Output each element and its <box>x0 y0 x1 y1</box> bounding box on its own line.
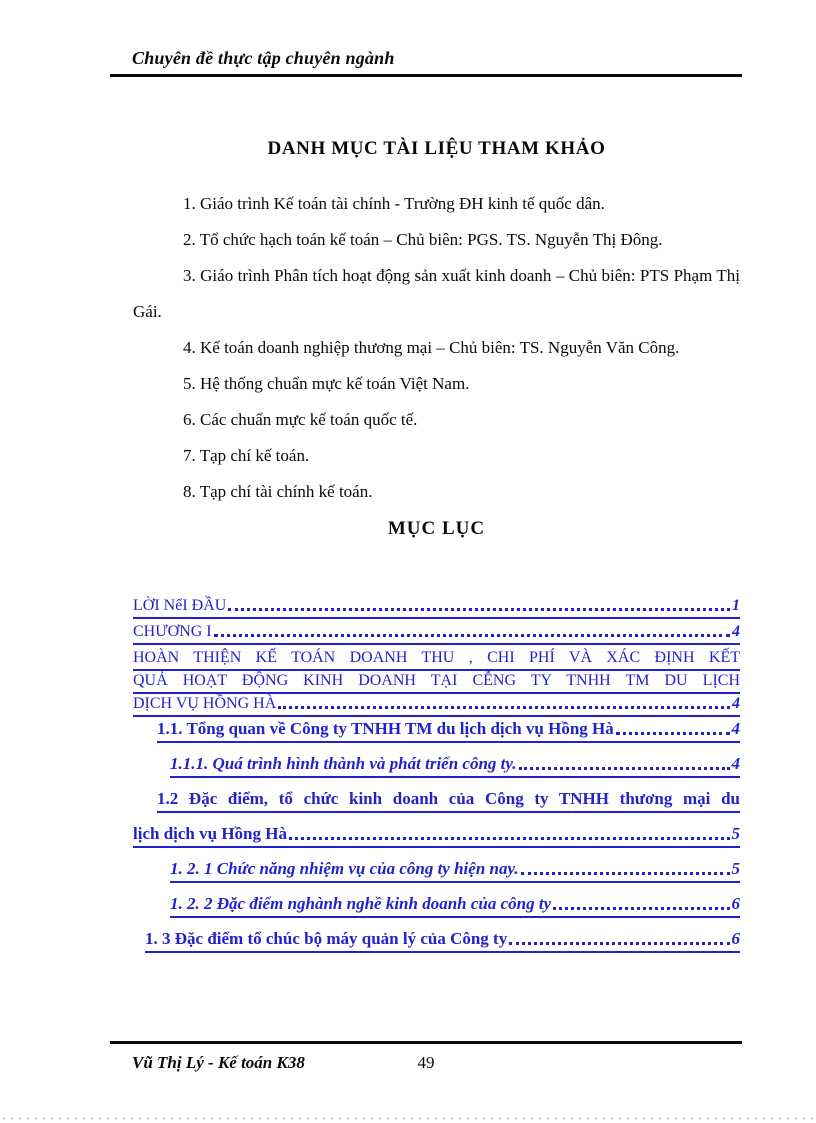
reference-item: 6. Các chuẩn mực kế toán quốc tế. <box>183 410 418 429</box>
toc-page-number: 4 <box>732 623 740 640</box>
dot-leader <box>553 907 729 910</box>
dot-leader <box>519 767 730 770</box>
toc-entry-1-3[interactable] <box>145 929 740 953</box>
toc-entry-label: CHƯƠNG I <box>133 623 212 640</box>
page-footer <box>110 1041 742 1073</box>
toc-entry-label: DỊCH VỤ HỒNG HÀ <box>133 695 277 712</box>
toc-page-number: 5 <box>731 824 740 843</box>
page-boundary-dotted-line <box>0 1117 816 1120</box>
toc-entry-label: 1.1. Tổng quan về Công ty TNHH TM du lịch dịch vụ Hồng Hà <box>157 719 614 738</box>
table-of-contents <box>133 596 740 953</box>
dot-leader <box>289 837 730 840</box>
page-header <box>110 48 742 77</box>
toc-entry-label: 1.2 Đặc điểm, tổ chức kinh doanh của Công ty TNHH thương mại du <box>157 789 740 808</box>
toc-entry-1-2-line[interactable] <box>157 789 740 813</box>
toc-entry-1-2-line[interactable] <box>133 824 740 848</box>
dot-leader <box>521 872 730 875</box>
reference-item: 5. Hệ thống chuẩn mực kế toán Việt Nam. <box>183 374 470 393</box>
toc-title: MỤC LỤC <box>387 518 486 539</box>
toc-entry-1-1[interactable] <box>157 719 740 743</box>
toc-page-number: 6 <box>731 894 740 913</box>
footer-page-number: 49 <box>417 1053 435 1072</box>
references-list <box>133 186 740 510</box>
reference-item: 4. Kế toán doanh nghiệp thương mại – Chủ biên: TS. Nguyễn Văn Công. <box>183 338 680 357</box>
toc-entry-label: 1. 2. 2 Đặc điểm nghành nghề kinh doanh của công ty <box>170 894 552 913</box>
reference-item: 8. Tạp chí tài chính kế toán. <box>183 482 373 501</box>
toc-entry-label: QUẢ HOẠT ĐỘNG KINH DOANH TẠI CỄNG TY TNHH TM DU LỊCH <box>133 672 740 689</box>
toc-entry-chapter-title-line[interactable] <box>133 648 740 671</box>
toc-entry-label: lịch dịch vụ Hồng Hà <box>133 824 287 843</box>
reference-item: 1. Giáo trình Kế toán tài chính - Trường ĐH kinh tế quốc dân. <box>183 194 605 213</box>
page-body <box>133 138 740 953</box>
toc-entry-1-1-1[interactable] <box>170 754 740 778</box>
dot-leader <box>616 732 730 735</box>
dot-leader <box>278 706 730 709</box>
toc-page-number: 4 <box>731 719 740 738</box>
toc-entry-chuong-i[interactable] <box>133 622 740 645</box>
toc-page-number: 4 <box>732 695 740 712</box>
reference-item: 7. Tạp chí kế toán. <box>183 446 310 465</box>
toc-page-number: 1 <box>732 597 740 614</box>
toc-entry-chapter-title-line[interactable] <box>133 671 740 694</box>
toc-entry-label: 1. 2. 1 Chức năng nhiệm vụ của công ty hiện nay. <box>170 859 519 878</box>
toc-page-number: 4 <box>731 754 740 773</box>
footer-author: Vũ Thị Lý - Kế toán K38 <box>132 1053 305 1072</box>
references-title: DANH MỤC TÀI LIỆU THAM KHẢO <box>267 138 606 159</box>
reference-item: 2. Tổ chức hạch toán kế toán – Chủ biên: PGS. TS. Nguyễn Thị Đông. <box>183 230 663 249</box>
toc-entry-label: 1. 3 Đặc điểm tổ chúc bộ máy quản lý của Công ty <box>145 929 508 948</box>
reference-item: 3. Giáo trình Phân tích hoạt động sản xuất kinh doanh – Chủ biên: PTS Phạm Thị Gái. <box>133 266 740 321</box>
toc-entry-label: 1.1.1. Quá trình hình thành và phát triển công ty. <box>170 754 517 773</box>
toc-entry-chapter-title-line[interactable] <box>133 694 740 717</box>
toc-entry-label: LỜI NểI ĐẦU <box>133 597 227 614</box>
dot-leader <box>509 942 729 945</box>
toc-entry-loi-noi-dau[interactable] <box>133 596 740 619</box>
running-head: Chuyên đề thực tập chuyên ngành <box>132 48 395 68</box>
dot-leader <box>214 634 730 637</box>
dot-leader <box>228 608 730 611</box>
toc-page-number: 6 <box>731 929 740 948</box>
toc-entry-1-2-1[interactable] <box>170 859 740 883</box>
toc-entry-1-2-2[interactable] <box>170 894 740 918</box>
toc-page-number: 5 <box>731 859 740 878</box>
toc-entry-label: HOÀN THIỆN KẾ TOÁN DOANH THU , CHI PHÍ VÀ XÁC ĐỊNH KẾT <box>133 649 740 666</box>
